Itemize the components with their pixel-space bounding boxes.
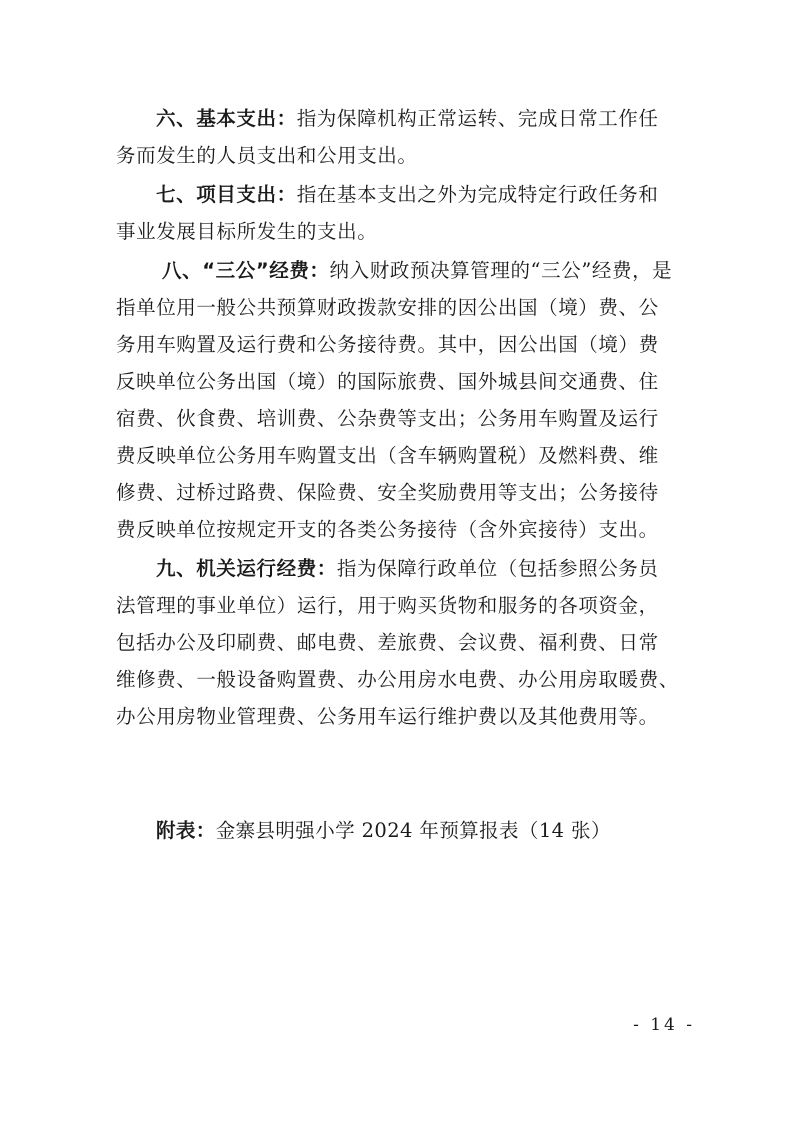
page-number: - 14 - bbox=[633, 1015, 695, 1035]
paragraph-text: 宿费、伙食费、培训费、公杂费等支出；公务用车购置及运行 bbox=[116, 407, 659, 430]
paragraph-text: 纳入财政预决算管理的“三公”经费，是 bbox=[329, 259, 673, 282]
paragraph-line bbox=[116, 289, 696, 327]
paragraph-text: 费反映单位按规定开支的各类公务接待（含外宾接待）支出。 bbox=[116, 518, 659, 541]
paragraph-line bbox=[156, 176, 696, 214]
paragraph-line bbox=[116, 363, 696, 401]
paragraph-text: 指为保障行政单位（包括参照公务员 bbox=[336, 557, 659, 580]
paragraph-line bbox=[116, 587, 696, 625]
paragraph-line bbox=[116, 698, 696, 736]
paragraph-line bbox=[116, 137, 696, 175]
attachment-line bbox=[156, 812, 611, 850]
paragraph-line bbox=[116, 213, 696, 251]
attachment-label: 附表： bbox=[156, 819, 216, 842]
paragraph-text: 事业发展目标所发生的支出。 bbox=[116, 220, 378, 243]
paragraph-text: 反映单位公务出国（境）的国际旅费、国外城县间交通费、住 bbox=[116, 370, 659, 393]
paragraph-line bbox=[116, 437, 696, 475]
paragraph-line bbox=[162, 252, 696, 290]
paragraph-text: 指单位用一般公共预算财政拨款安排的因公出国（境）费、公 bbox=[116, 296, 659, 319]
paragraph-text: 指在基本支出之外为完成特定行政任务和 bbox=[296, 183, 659, 206]
section-heading: 八、“三公”经费： bbox=[162, 259, 330, 282]
paragraph-text: 包括办公及印刷费、邮电费、差旅费、会议费、福利费、日常 bbox=[116, 631, 659, 654]
paragraph-text: 修费、过桥过路费、保险费、安全奖励费用等支出；公务接待 bbox=[116, 481, 659, 504]
paragraph-text: 办公用房物业管理费、公务用车运行维护费以及其他费用等。 bbox=[116, 705, 659, 728]
section-heading: 六、基本支出： bbox=[156, 107, 297, 130]
paragraph-text: 费反映单位公务用车购置支出（含车辆购置税）及燃料费、维 bbox=[116, 444, 659, 467]
paragraph-text: 指为保障机构正常运转、完成日常工作任 bbox=[296, 107, 659, 130]
section-heading: 九、机关运行经费： bbox=[156, 557, 337, 580]
paragraph-line bbox=[116, 511, 696, 549]
paragraph-line bbox=[116, 326, 696, 364]
paragraph-line bbox=[156, 100, 696, 138]
paragraph-text: 务用车购置及运行费和公务接待费。其中，因公出国（境）费 bbox=[116, 333, 659, 356]
attachment-text: 金寨县明强小学 2024 年预算报表（14 张） bbox=[215, 819, 611, 842]
paragraph-text: 务而发生的人员支出和公用支出。 bbox=[116, 144, 418, 167]
paragraph-line bbox=[116, 624, 696, 662]
paragraph-line bbox=[156, 550, 696, 588]
paragraph-line bbox=[116, 400, 696, 438]
section-heading: 七、项目支出： bbox=[156, 183, 297, 206]
paragraph-text: 法管理的事业单位）运行，用于购买货物和服务的各项资金， bbox=[116, 594, 659, 617]
paragraph-line bbox=[116, 661, 696, 699]
paragraph-text: 维修费、一般设备购置费、办公用房水电费、办公用房取暖费、 bbox=[116, 668, 679, 691]
paragraph-line bbox=[116, 474, 696, 512]
